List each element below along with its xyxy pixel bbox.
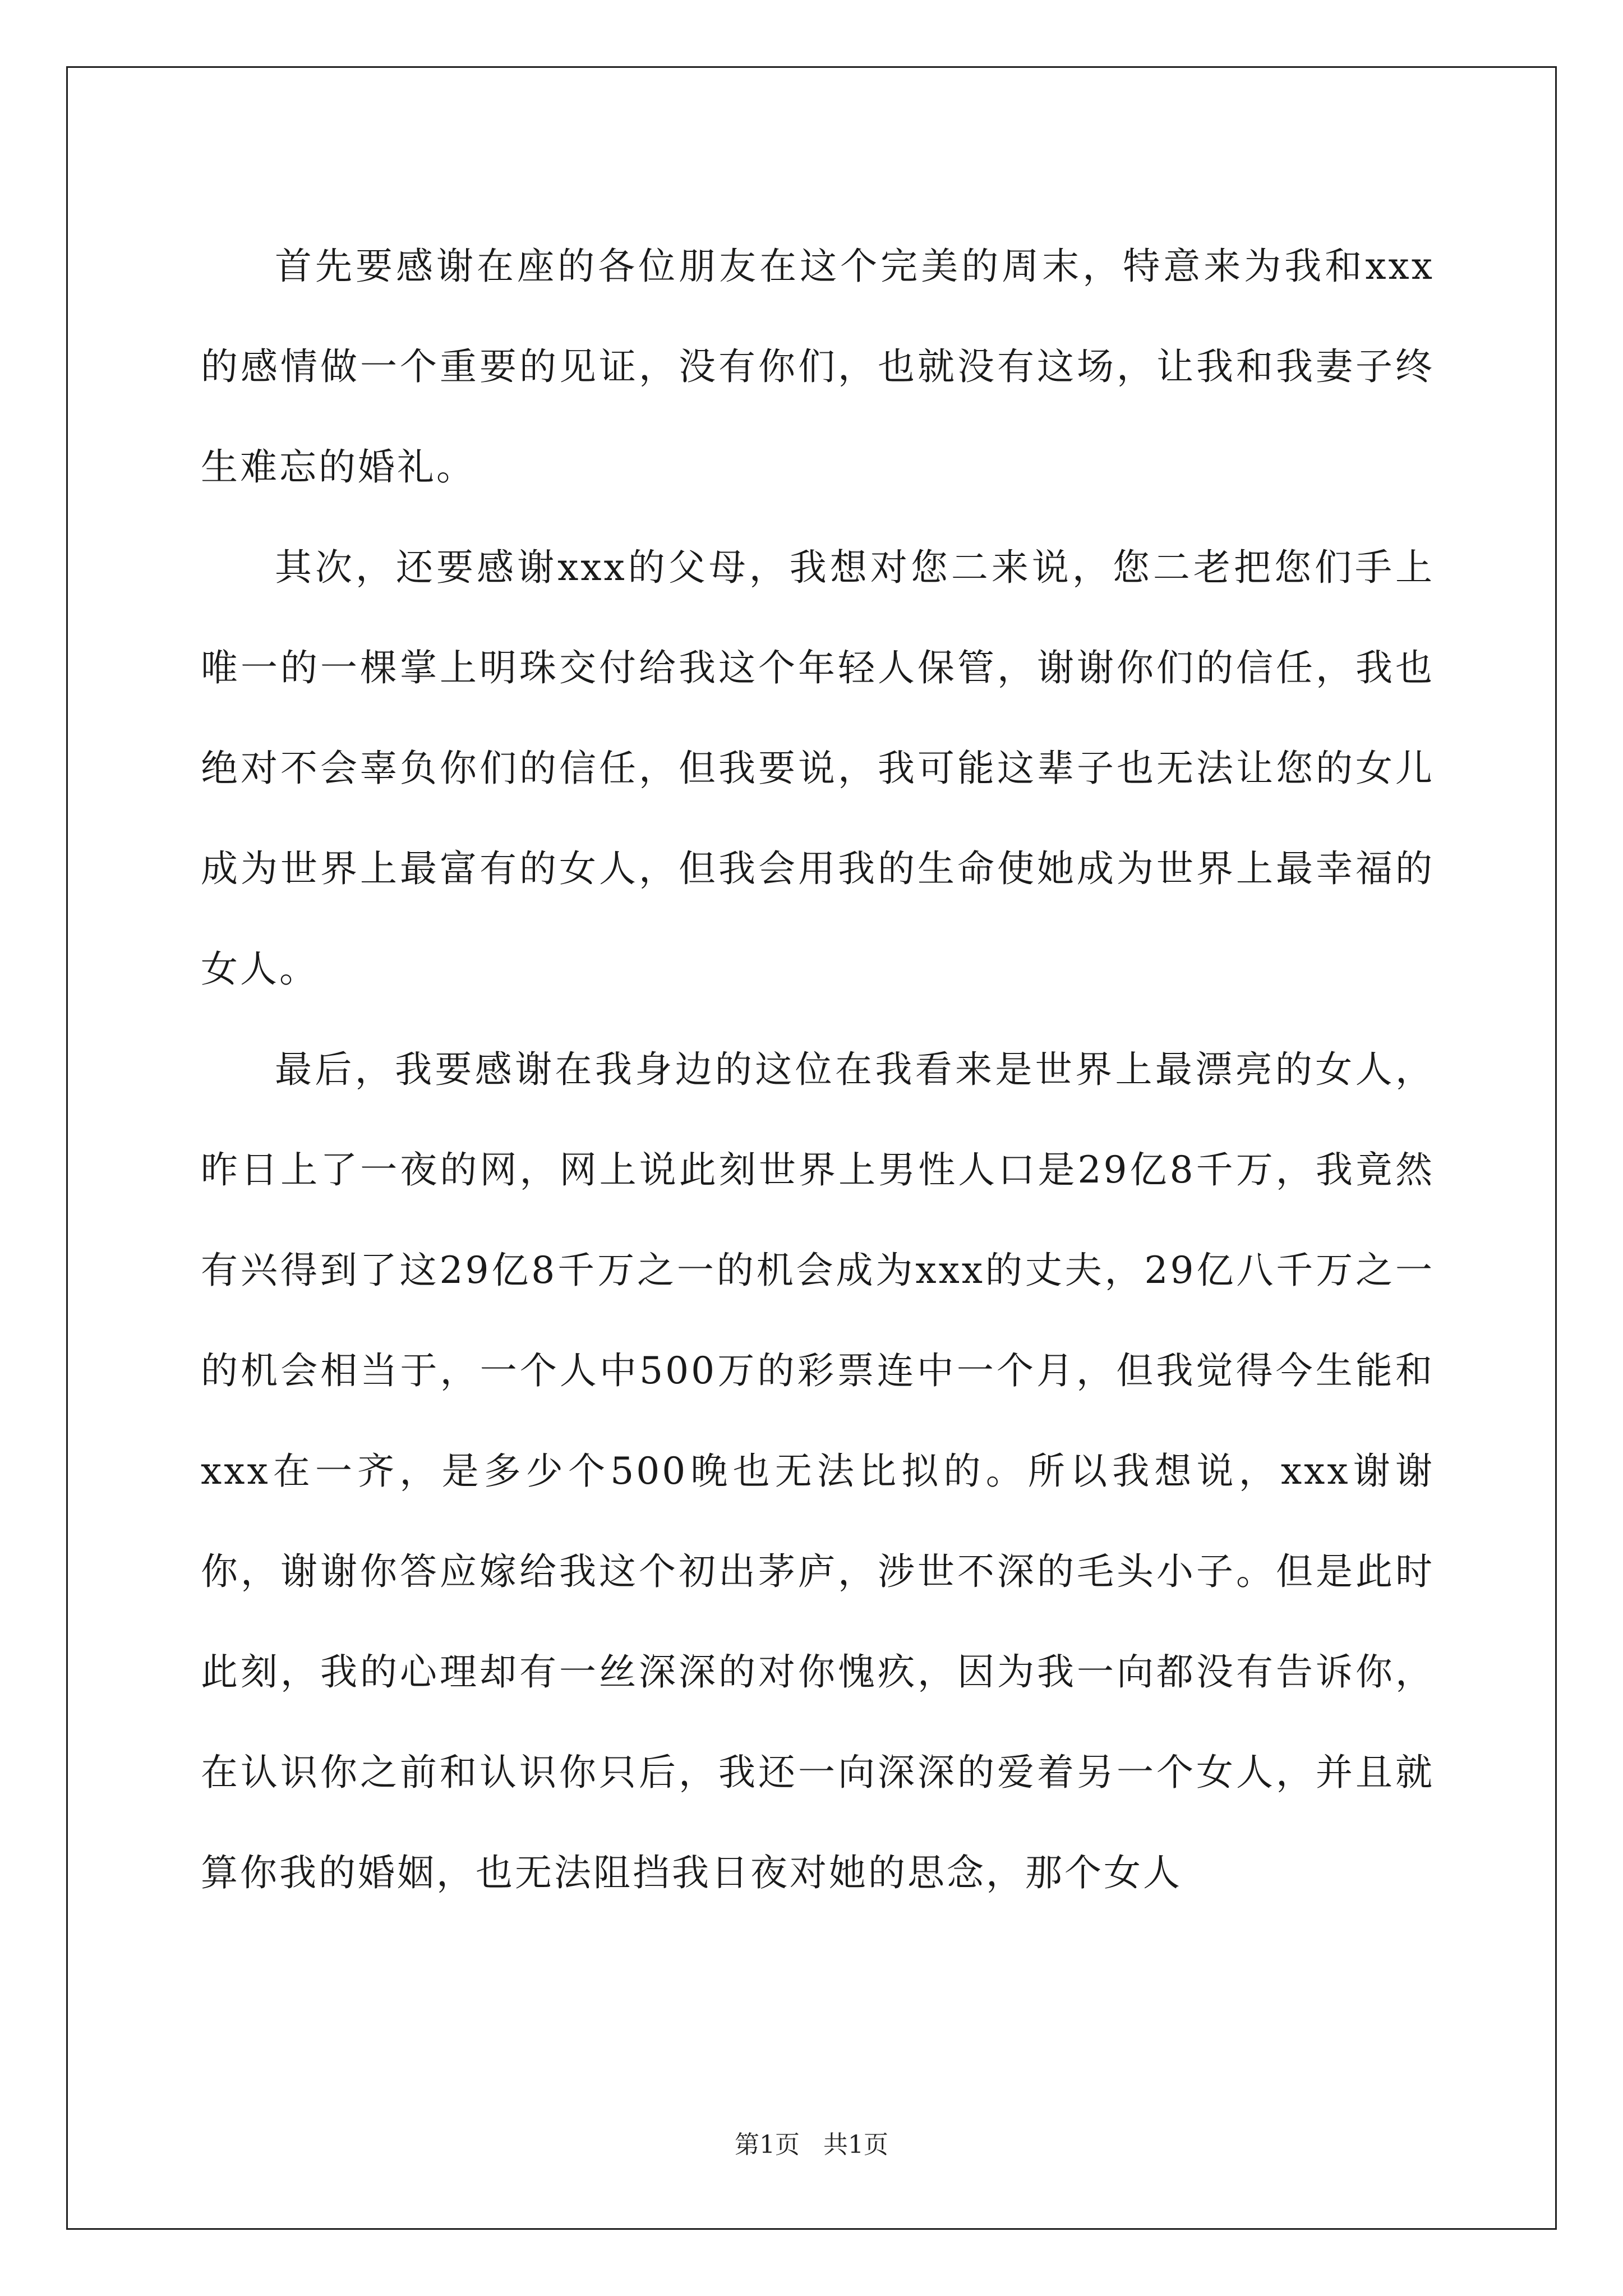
page-number-label: 第1页 共1页: [735, 2131, 888, 2159]
paragraph-thanks-parents: 其次，还要感谢xxx的父母，我想对您二来说，您二老把您们手上唯一的一棵掌上明珠交付给我这个年轻人保管，谢谢你们的信任，我也绝对不会辜负你们的信任，但我要说，我可能这辈子也无法让您的女儿成为世界上最富有的女人，但我会用我的生命使她成为世界上最幸福的女人。: [201, 546, 1435, 991]
paragraph-thanks-guests: 首先要感谢在座的各位朋友在这个完美的周末，特意来为我和xxx的感情做一个重要的见证，没有你们，也就没有这场，让我和我妻子终生难忘的婚礼。: [201, 245, 1435, 489]
document-body: [201, 216, 1435, 1923]
paragraph-thanks-wife: 最后，我要感谢在我身边的这位在我看来是世界上最漂亮的女人，昨日上了一夜的网，网上说此刻世界上男性人口是29亿8千万，我竟然有兴得到了这29亿8千万之一的机会成为xxx的丈夫，29亿八千万之一的机会相当于，一个人中500万的彩票连中一个月，但我觉得今生能和xxx在一齐，是多少个500晚也无法比拟的。所以我想说，xxx谢谢你，谢谢你答应嫁给我这个初出茅庐，涉世不深的毛头小子。但是此时此刻，我的心理却有一丝深深的对你愧疚，因为我一向都没有告诉你，在认识你之前和认识你只后，我还一向深深的爱着另一个女人，并且就算你我的婚姻，也无法阻挡我日夜对她的思念，那个女人: [201, 1048, 1435, 1894]
page-footer: [0, 2128, 1623, 2162]
